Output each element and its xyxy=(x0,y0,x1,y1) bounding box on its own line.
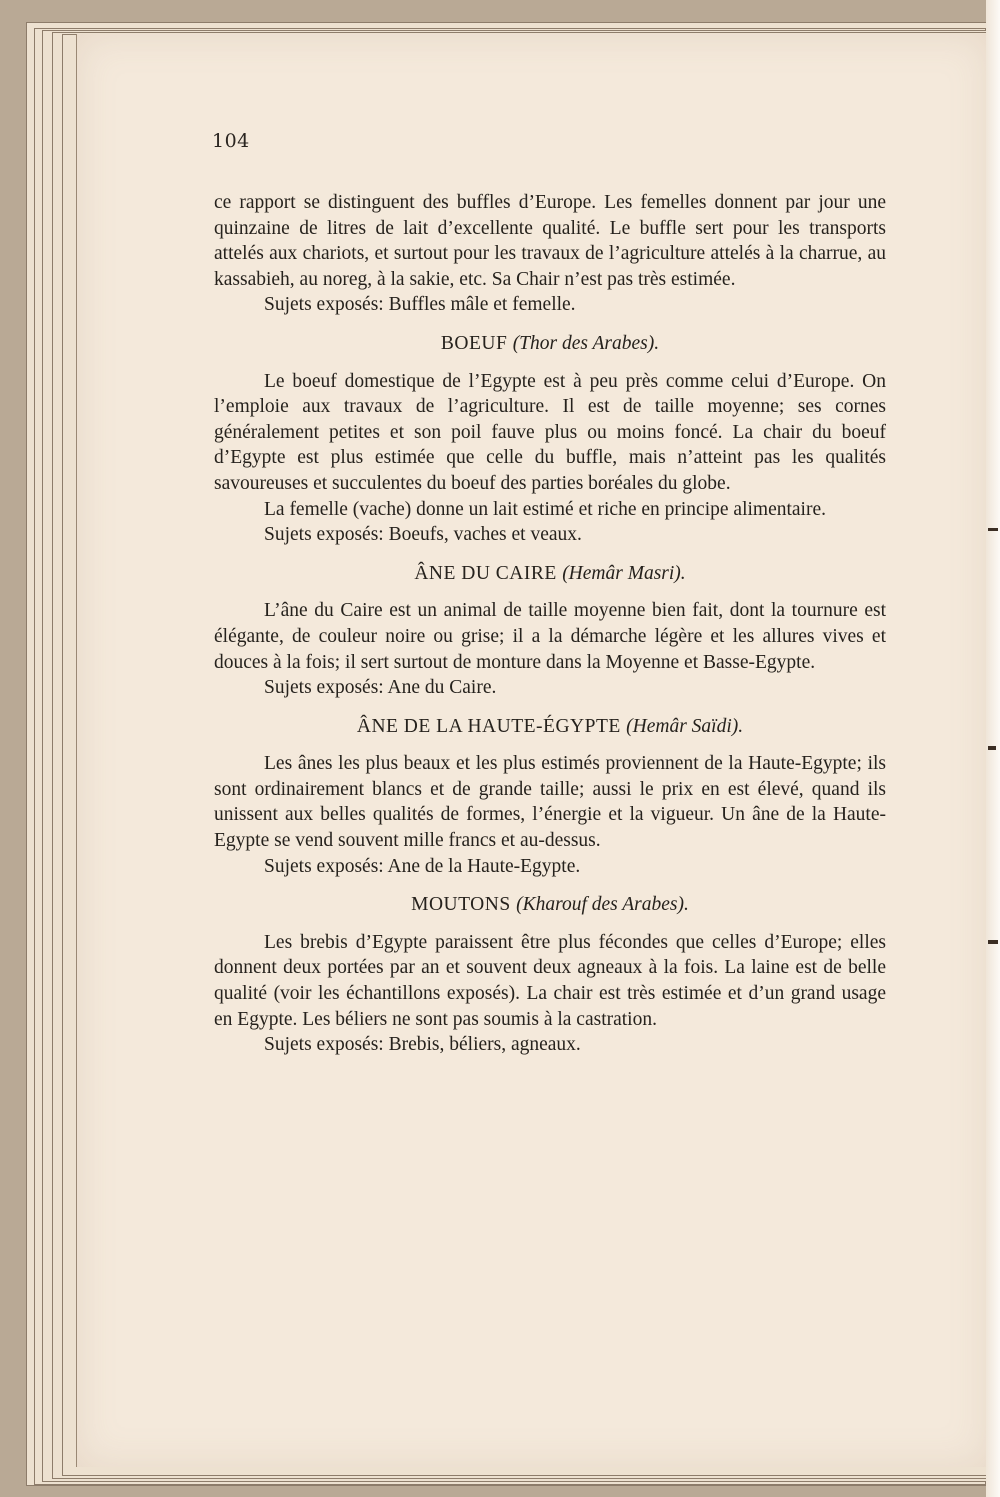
paragraph: Les brebis d’Egypte paraissent être plus fécondes que celles d’Europe; elles donnent deux portées par an et souvent deux agneaux à la fois. La laine est de belle qualité (voir les échantillons exposés). La chair est très estimée et d’un grand usage en Egypte. Les béliers ne sont pas soumis à la castration. xyxy=(214,931,886,1030)
tab-marker xyxy=(988,940,998,944)
section-heading xyxy=(214,714,886,740)
section-title: BOEUF xyxy=(440,332,508,354)
tab-marker xyxy=(988,528,998,531)
section-title: MOUTONS xyxy=(411,894,511,916)
paragraph: Les ânes les plus beaux et les plus estimés proviennent de la Haute-Egypte; ils sont ordinairement blancs et de grande taille; aussi le prix en est élevé, quand ils unissent aux belles qualités de formes, l’énergie et la vigueur. Un âne de la Haute-Egypte se vend souvent mille francs et au-dessus. xyxy=(214,753,886,852)
page-text xyxy=(214,190,886,1058)
paragraph: Sujets exposés: Brebis, béliers, agneaux. xyxy=(264,1034,581,1056)
section-subtitle: (Hemâr Masri). xyxy=(562,562,686,584)
section-subtitle: (Hemâr Saïdi). xyxy=(626,715,744,737)
page-number: 104 xyxy=(212,130,250,152)
section-title: ÂNE DU CAIRE xyxy=(414,562,557,584)
paragraph: La femelle (vache) donne un lait estimé et riche en principe alimentaire. xyxy=(264,498,826,520)
paragraph: Le boeuf domestique de l’Egypte est à peu près comme celui d’Europe. On l’emploie aux travaux de l’agriculture. Il est de taille moyenne; ses cornes généralement petites et son poil fauve plus ou moins foncé. La chair du boeuf d’Egypte est plus estimée que celle du buffle, mais n’atteint pas les qualités savoureuses et succulentes du boeuf des parties boréales du globe. xyxy=(214,370,886,494)
paragraph: Sujets exposés: Buffles mâle et femelle. xyxy=(264,294,576,316)
section-heading xyxy=(214,561,886,587)
section-heading xyxy=(214,331,886,357)
section-heading xyxy=(214,892,886,918)
paragraph: ce rapport se distinguent des buffles d’Europe. Les femelles donnent par jour une quinzaine de litres de lait d’excellente qualité. Le buffle sert pour les transports attelés aux chariots, et surtout pour les travaux de l’agriculture attelés à la charrue, au kassabieh, au noreg, à la sakie, etc. Sa Chair n’est pas très estimée. xyxy=(214,192,886,290)
section-subtitle: (Thor des Arabes). xyxy=(512,332,660,354)
paragraph: Sujets exposés: Ane de la Haute-Egypte. xyxy=(264,855,581,877)
tab-marker xyxy=(988,746,996,750)
paragraph: L’âne du Caire est un animal de taille moyenne bien fait, dont la tournure est élégante, de couleur noire ou grise; il a la démarche légère et les allures vives et douces à la fois; il sert surtout de monture dans la Moyenne et Basse-Egypte. xyxy=(214,600,886,673)
paragraph: Sujets exposés: Ane du Caire. xyxy=(264,677,497,699)
section-title: ÂNE DE LA HAUTE-ÉGYPTE xyxy=(356,715,621,737)
paragraph: Sujets exposés: Boeufs, vaches et veaux. xyxy=(264,524,582,546)
section-subtitle: (Kharouf des Arabes). xyxy=(516,894,689,916)
